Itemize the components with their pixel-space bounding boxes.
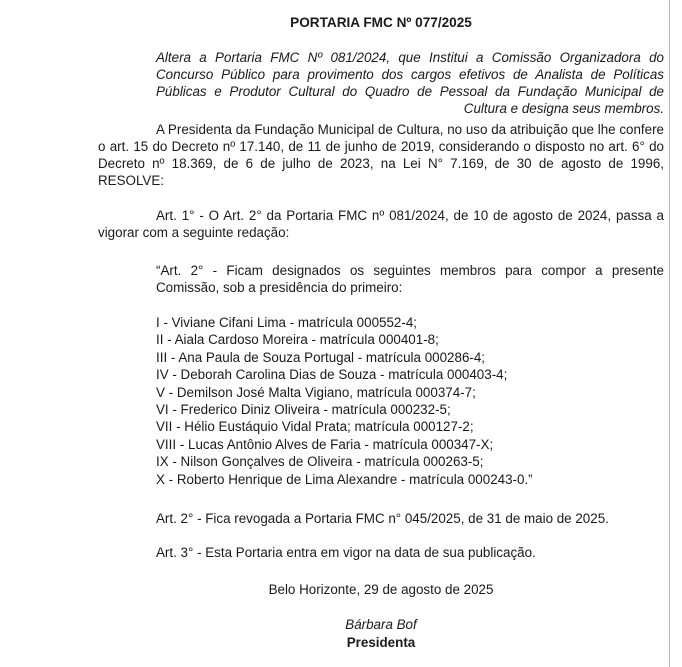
quoted-article-intro	[156, 262, 664, 296]
quoted-article-line-1: “Art. 2° - Ficam designados os seguintes membros para compor a presente	[156, 263, 664, 278]
signatory-role: Presidenta	[346, 635, 416, 650]
article-1-text: Art. 1° - O Art. 2° da Portaria FMC nº 081/2024, de 10 de agosto de 2024, passa a vigorar com a seguinte redação:	[98, 208, 664, 240]
member-item: VIII - Lucas Antônio Alves de Faria - matrícula 000347-X;	[156, 436, 494, 452]
member-item: IX - Nilson Gonçalves de Oliveira - matrícula 000263-5;	[156, 454, 484, 470]
members-list	[156, 314, 664, 488]
member-item: III - Ana Paula de Souza Portugal - matrícula 000286-4;	[156, 349, 486, 365]
member-item: VI - Frederico Diniz Oliveira - matrícula 000232-5;	[156, 401, 451, 417]
preamble-text: A Presidenta da Fundação Municipal de Cultura, no uso da atribuição que lhe confere o art. 15 do Decreto nº 17.140, de 11 de junho de 2019, considerando o disposto no art. 6° do Decreto nº 18.369, de 6 de julho de 2023, na Lei N° 7.169, de 30 de agosto de 1996, RESOLVE:	[98, 122, 664, 188]
place-and-date: Belo Horizonte, 29 de agosto de 2025	[268, 582, 494, 597]
document-title: PORTARIA FMC Nº 077/2025	[290, 15, 472, 30]
member-item: X - Roberto Henrique de Lima Alexandre - matrícula 000243-0.”	[156, 471, 533, 487]
quoted-article-line-2: Comissão, sob a presidência do primeiro:	[156, 280, 403, 295]
signatory-name: Bárbara Bof	[345, 617, 417, 632]
member-item: I - Viviane Cifani Lima - matrícula 000552-4;	[156, 315, 417, 330]
article-1-paragraph	[98, 207, 664, 241]
member-item: II - Aiala Cardoso Moreira - matrícula 000401-8;	[156, 332, 439, 348]
member-item: VII - Hélio Eustáquio Vidal Prata; matrícula 000127-2;	[156, 419, 474, 435]
document-ementa: Altera a Portaria FMC Nº 081/2024, que Institui a Comissão Organizadora do Concurso Público para provimento dos cargos efetivos de Analista de Políticas Públicas e Produtor Cultural do Quadro de Pessoal da Fundação Municipal de Cultura e designa seus membros.	[156, 50, 664, 116]
member-item: IV - Deborah Carolina Dias de Souza - matrícula 000403-4;	[156, 367, 508, 383]
page-edge-rule	[669, 0, 670, 667]
preamble-paragraph	[98, 121, 664, 189]
article-3-text: Art. 3° - Esta Portaria entra em vigor na data de sua publicação.	[156, 545, 536, 560]
member-item: V - Demilson José Malta Vigiano, matrícula 000374-7;	[156, 384, 476, 400]
article-2-text: Art. 2° - Fica revogada a Portaria FMC n° 045/2025, de 31 de maio de 2025.	[156, 511, 609, 526]
